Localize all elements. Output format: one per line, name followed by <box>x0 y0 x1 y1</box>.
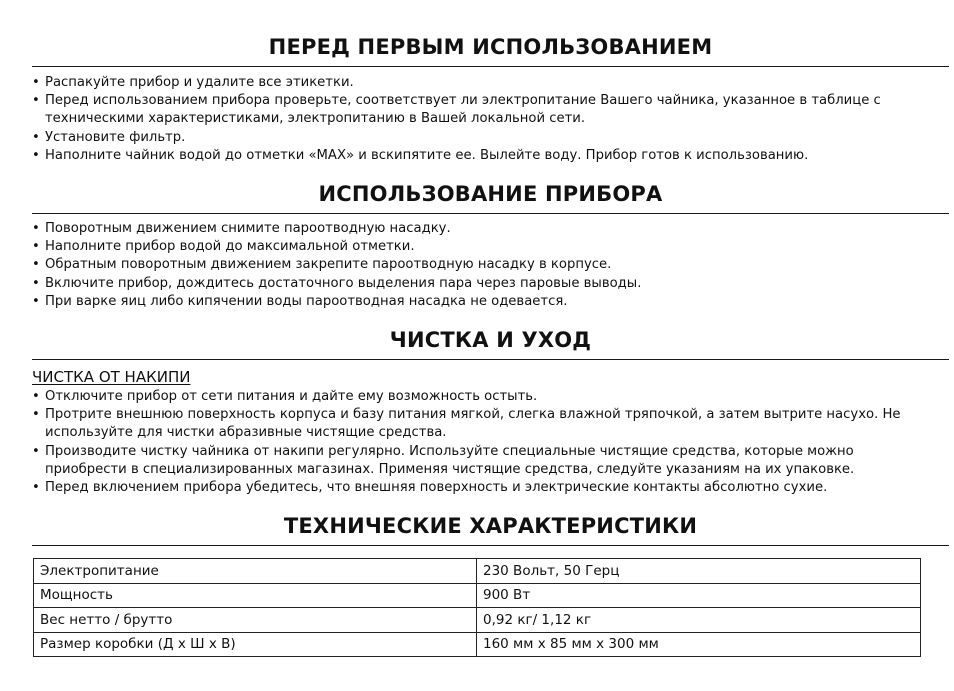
list-item: • При варке яиц либо кипячении воды пароотводная насадка не одевается. <box>32 293 922 311</box>
spec-label: Вес нетто / брутто <box>34 608 477 633</box>
spec-value: 230 Вольт, 50 Герц <box>477 559 921 584</box>
section-title-specs: ТЕХНИЧЕСКИЕ ХАРАКТЕРИСТИКИ <box>283 514 698 538</box>
bullet-icon: • <box>32 293 40 309</box>
usage-list <box>32 220 922 311</box>
bullet-icon: • <box>32 389 40 404</box>
section-title-usage: ИСПОЛЬЗОВАНИЕ ПРИБОРА <box>318 182 663 206</box>
bullet-icon: • <box>32 93 40 109</box>
list-item: • Поворотным движением снимите пароотводную насадку. <box>32 220 922 238</box>
list-item: • Обратным поворотным движением закрепите пароотводную насадку в корпусе. <box>32 256 922 274</box>
list-item: • Перед включением прибора убедитесь, что внешняя поверхность и электрические контакты абсолютно сухие. <box>32 479 922 497</box>
bullet-icon: • <box>32 239 40 255</box>
spec-label: Электропитание <box>34 559 477 584</box>
section-divider <box>32 359 949 360</box>
subheading-descaling: ЧИСТКА ОТ НАКИПИ <box>32 368 191 386</box>
section-divider <box>32 66 949 67</box>
spec-value: 0,92 кг/ 1,12 кг <box>477 608 921 633</box>
bullet-icon: • <box>32 480 40 496</box>
section-title-before-first-use: ПЕРЕД ПЕРВЫМ ИСПОЛЬЗОВАНИЕМ <box>268 35 713 59</box>
section-title-cleaning: ЧИСТКА И УХОД <box>389 328 592 352</box>
list-item: • Включите прибор, дождитесь достаточного выделения пара через паровые выводы. <box>32 275 922 293</box>
bullet-icon: • <box>32 275 40 291</box>
list-item: • Распакуйте прибор и удалите все этикетки. <box>32 74 922 92</box>
bullet-icon: • <box>32 221 40 236</box>
list-item: • Установите фильтр. <box>32 129 922 147</box>
list-item: • Производите чистку чайника от накипи регулярно. Используйте специальные чистящие средства, которые можно приобрести в специализированных магазинах. Применяя чистящие средства, следуйте указаниям на их упаковке. <box>32 443 855 477</box>
list-item: • Наполните прибор водой до максимальной отметки. <box>32 238 922 256</box>
bullet-icon: • <box>32 147 40 163</box>
list-item: • Отключите прибор от сети питания и дайте ему возможность остыть. <box>32 388 922 406</box>
list-item: • Перед использованием прибора проверьте, соответствует ли электропитание Вашего чайника, указанное в таблице с техническими характеристиками, электропитанию в Вашей локальной сети. <box>32 93 881 127</box>
specs-table <box>33 558 921 657</box>
spec-value: 160 мм х 85 мм х 300 мм <box>477 632 921 657</box>
bullet-icon: • <box>32 129 40 145</box>
cleaning-list <box>32 388 922 497</box>
spec-label: Мощность <box>34 583 477 608</box>
bullet-icon: • <box>32 407 40 423</box>
table-row <box>34 608 921 633</box>
bullet-icon: • <box>32 75 40 90</box>
spec-label: Размер коробки (Д х Ш х В) <box>34 632 477 657</box>
section-divider <box>32 213 949 214</box>
bullet-icon: • <box>32 257 40 273</box>
spec-value: 900 Вт <box>477 583 921 608</box>
table-row <box>34 632 921 657</box>
list-item: • Протрите внешнюю поверхность корпуса и базу питания мягкой, слегка влажной тряпочкой, а затем вытрите насухо. Не используйте для чистки абразивные чистящие средства. <box>32 407 901 441</box>
before-first-use-list <box>32 74 922 165</box>
list-item: • Наполните чайник водой до отметки «MAX» и вскипятите ее. Вылейте воду. Прибор готов к использованию. <box>32 147 922 165</box>
section-divider <box>32 545 949 546</box>
table-row <box>34 583 921 608</box>
table-row <box>34 559 921 584</box>
bullet-icon: • <box>32 443 40 459</box>
